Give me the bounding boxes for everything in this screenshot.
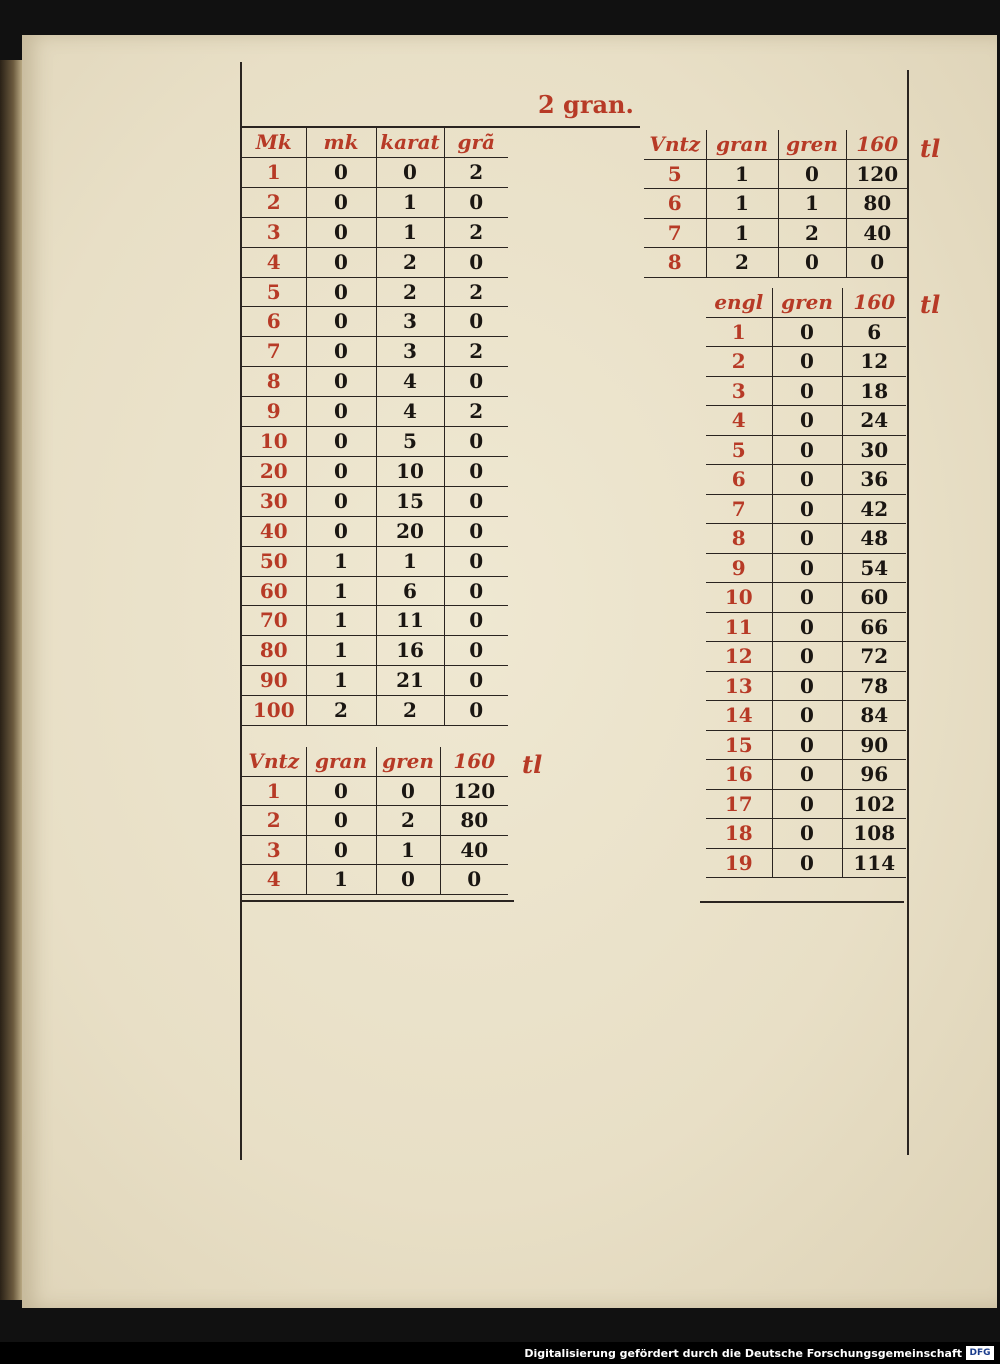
table-row bbox=[242, 835, 508, 865]
table-cell: 40 bbox=[846, 218, 908, 248]
table-cell: 0 bbox=[772, 435, 842, 465]
column-header: gran bbox=[306, 747, 376, 776]
table-cell: 2 bbox=[242, 806, 306, 836]
column-header: karat bbox=[376, 128, 444, 157]
table-row bbox=[242, 307, 508, 337]
table-cell: 0 bbox=[772, 406, 842, 436]
table-cell: 10 bbox=[376, 456, 444, 486]
table-cell: 0 bbox=[444, 546, 508, 576]
table-cell: 1 bbox=[306, 636, 376, 666]
table-cell: 42 bbox=[842, 494, 906, 524]
table-row bbox=[242, 776, 508, 806]
column-header: gran bbox=[706, 130, 778, 159]
table-cell: 60 bbox=[842, 583, 906, 613]
table-cell: 11 bbox=[706, 612, 772, 642]
table-cell: 50 bbox=[242, 546, 306, 576]
table-cell: 18 bbox=[842, 376, 906, 406]
table-cell: 0 bbox=[306, 307, 376, 337]
table-cell: 0 bbox=[376, 157, 444, 187]
vntz-left-suffix: tl bbox=[522, 750, 543, 779]
table-cell: 2 bbox=[306, 696, 376, 726]
table-cell: 1 bbox=[306, 606, 376, 636]
table-cell: 6 bbox=[242, 307, 306, 337]
table-cell: 1 bbox=[376, 835, 440, 865]
table-cell: 2 bbox=[778, 218, 846, 248]
table-cell: 2 bbox=[444, 277, 508, 307]
table-cell: 1 bbox=[376, 217, 444, 247]
table-cell: 0 bbox=[772, 819, 842, 849]
table-cell: 7 bbox=[706, 494, 772, 524]
table-cell: 24 bbox=[842, 406, 906, 436]
table-cell: 0 bbox=[444, 576, 508, 606]
table-row bbox=[242, 546, 508, 576]
table-row bbox=[242, 397, 508, 427]
table-cell: 9 bbox=[706, 553, 772, 583]
table-cell: 6 bbox=[376, 576, 444, 606]
table-row bbox=[644, 189, 908, 219]
table-cell: 2 bbox=[376, 696, 444, 726]
table-cell: 20 bbox=[376, 516, 444, 546]
table-cell: 0 bbox=[846, 248, 908, 278]
table-cell: 0 bbox=[306, 486, 376, 516]
table-cell: 1 bbox=[706, 159, 778, 189]
table-cell: 6 bbox=[644, 189, 706, 219]
table-cell: 90 bbox=[242, 666, 306, 696]
table-cell: 48 bbox=[842, 524, 906, 554]
column-header: mk bbox=[306, 128, 376, 157]
table-cell: 0 bbox=[772, 494, 842, 524]
table-cell: 2 bbox=[444, 337, 508, 367]
table-cell: 0 bbox=[772, 524, 842, 554]
table-row bbox=[242, 247, 508, 277]
table-row bbox=[706, 789, 906, 819]
table-cell: 36 bbox=[842, 465, 906, 495]
table-cell: 2 bbox=[242, 187, 306, 217]
table-cell: 2 bbox=[444, 157, 508, 187]
table-cell: 19 bbox=[706, 848, 772, 878]
table-cell: 0 bbox=[772, 583, 842, 613]
table-cell: 1 bbox=[376, 546, 444, 576]
table-cell: 40 bbox=[242, 516, 306, 546]
table-cell: 0 bbox=[444, 606, 508, 636]
engl-suffix: tl bbox=[920, 290, 941, 319]
footer-text: Digitalisierung gefördert durch die Deutsche Forschungsgemeinschaft bbox=[524, 1347, 962, 1360]
table-cell: 1 bbox=[306, 576, 376, 606]
table-cell: 0 bbox=[306, 157, 376, 187]
table-cell: 80 bbox=[242, 636, 306, 666]
table-row bbox=[706, 701, 906, 731]
table-cell: 12 bbox=[706, 642, 772, 672]
table-cell: 0 bbox=[444, 427, 508, 457]
table-cell: 0 bbox=[444, 307, 508, 337]
table-row bbox=[706, 524, 906, 554]
table-row bbox=[706, 819, 906, 849]
table-cell: 5 bbox=[242, 277, 306, 307]
table-cell: 2 bbox=[444, 397, 508, 427]
table-cell: 1 bbox=[706, 218, 778, 248]
table-row bbox=[706, 317, 906, 347]
table-cell: 30 bbox=[842, 435, 906, 465]
table-cell: 0 bbox=[444, 187, 508, 217]
table-cell: 4 bbox=[242, 865, 306, 895]
table-cell: 2 bbox=[376, 247, 444, 277]
table-cell: 70 bbox=[242, 606, 306, 636]
table-cell: 15 bbox=[706, 730, 772, 760]
table-row bbox=[242, 367, 508, 397]
column-header: Vntz bbox=[242, 747, 306, 776]
table-cell: 0 bbox=[772, 760, 842, 790]
table-cell: 0 bbox=[444, 486, 508, 516]
table-cell: 3 bbox=[242, 835, 306, 865]
engl-table bbox=[706, 288, 906, 878]
table-cell: 0 bbox=[306, 337, 376, 367]
vntz-table-right bbox=[644, 130, 908, 278]
table-cell: 5 bbox=[376, 427, 444, 457]
table-cell: 15 bbox=[376, 486, 444, 516]
table-cell: 102 bbox=[842, 789, 906, 819]
table-cell: 5 bbox=[644, 159, 706, 189]
table-cell: 96 bbox=[842, 760, 906, 790]
table-cell: 0 bbox=[772, 671, 842, 701]
table-cell: 120 bbox=[846, 159, 908, 189]
table-row bbox=[706, 406, 906, 436]
table-cell: 8 bbox=[706, 524, 772, 554]
engl-bottom-rule bbox=[700, 901, 904, 903]
column-header: gren bbox=[376, 747, 440, 776]
table-cell: 80 bbox=[440, 806, 508, 836]
table-cell: 2 bbox=[444, 217, 508, 247]
table-cell: 0 bbox=[306, 397, 376, 427]
table-cell: 40 bbox=[440, 835, 508, 865]
table-row bbox=[242, 865, 508, 895]
vntz-table-left bbox=[242, 747, 508, 895]
table-cell: 54 bbox=[842, 553, 906, 583]
dfg-logo: DFG bbox=[966, 1346, 994, 1360]
table-cell: 1 bbox=[242, 157, 306, 187]
table-cell: 100 bbox=[242, 696, 306, 726]
vntz-left-bottom-rule bbox=[242, 900, 514, 902]
table-cell: 0 bbox=[444, 636, 508, 666]
table-cell: 3 bbox=[242, 217, 306, 247]
table-row bbox=[242, 337, 508, 367]
table-cell: 0 bbox=[772, 848, 842, 878]
table-cell: 3 bbox=[706, 376, 772, 406]
table-row bbox=[706, 730, 906, 760]
table-cell: 4 bbox=[376, 367, 444, 397]
table-cell: 1 bbox=[778, 189, 846, 219]
table-row bbox=[242, 217, 508, 247]
column-header: gren bbox=[772, 288, 842, 317]
table-cell: 14 bbox=[706, 701, 772, 731]
mark-conversion-table bbox=[242, 128, 508, 726]
table-cell: 78 bbox=[842, 671, 906, 701]
table-row bbox=[706, 642, 906, 672]
table-row bbox=[242, 606, 508, 636]
table-row bbox=[644, 248, 908, 278]
table-row bbox=[706, 376, 906, 406]
table-cell: 6 bbox=[842, 317, 906, 347]
table-cell: 16 bbox=[706, 760, 772, 790]
table-cell: 1 bbox=[706, 189, 778, 219]
digitization-footer bbox=[0, 1342, 1000, 1364]
page-heading: 2 gran. bbox=[538, 90, 634, 119]
table-cell: 0 bbox=[306, 516, 376, 546]
table-cell: 0 bbox=[306, 427, 376, 457]
table-cell: 8 bbox=[242, 367, 306, 397]
table-cell: 7 bbox=[242, 337, 306, 367]
table-row bbox=[242, 666, 508, 696]
table-cell: 0 bbox=[772, 730, 842, 760]
table-cell: 0 bbox=[306, 806, 376, 836]
table-row bbox=[706, 612, 906, 642]
table-cell: 0 bbox=[444, 247, 508, 277]
table-cell: 0 bbox=[444, 666, 508, 696]
table-row bbox=[242, 277, 508, 307]
table-cell: 120 bbox=[440, 776, 508, 806]
table-cell: 0 bbox=[444, 456, 508, 486]
table-header-row bbox=[242, 747, 508, 776]
table-cell: 13 bbox=[706, 671, 772, 701]
table-cell: 66 bbox=[842, 612, 906, 642]
table-cell: 114 bbox=[842, 848, 906, 878]
table-cell: 18 bbox=[706, 819, 772, 849]
table-cell: 11 bbox=[376, 606, 444, 636]
table-row bbox=[706, 760, 906, 790]
column-header: 160 bbox=[842, 288, 906, 317]
table-cell: 0 bbox=[440, 865, 508, 895]
table-cell: 108 bbox=[842, 819, 906, 849]
table-row bbox=[242, 636, 508, 666]
table-cell: 10 bbox=[242, 427, 306, 457]
table-cell: 21 bbox=[376, 666, 444, 696]
table-cell: 12 bbox=[842, 347, 906, 377]
table-cell: 0 bbox=[444, 516, 508, 546]
table-row bbox=[706, 494, 906, 524]
table-row bbox=[242, 157, 508, 187]
table-cell: 0 bbox=[376, 776, 440, 806]
table-cell: 2 bbox=[376, 806, 440, 836]
table-cell: 5 bbox=[706, 435, 772, 465]
table-cell: 4 bbox=[242, 247, 306, 277]
table-cell: 0 bbox=[376, 865, 440, 895]
table-row bbox=[242, 806, 508, 836]
table-row bbox=[242, 456, 508, 486]
table-cell: 0 bbox=[772, 612, 842, 642]
table-cell: 0 bbox=[306, 835, 376, 865]
book-edge bbox=[0, 60, 22, 1300]
column-header: gren bbox=[778, 130, 846, 159]
table-cell: 3 bbox=[376, 337, 444, 367]
table-cell: 1 bbox=[242, 776, 306, 806]
table-cell: 7 bbox=[644, 218, 706, 248]
table-cell: 0 bbox=[306, 187, 376, 217]
table-row bbox=[644, 218, 908, 248]
table-row bbox=[706, 553, 906, 583]
table-cell: 1 bbox=[706, 317, 772, 347]
table-row bbox=[242, 576, 508, 606]
table-cell: 30 bbox=[242, 486, 306, 516]
table-cell: 0 bbox=[306, 217, 376, 247]
table-cell: 0 bbox=[306, 367, 376, 397]
table-header-row bbox=[242, 128, 508, 157]
table-cell: 0 bbox=[306, 456, 376, 486]
table-cell: 2 bbox=[376, 277, 444, 307]
table-cell: 0 bbox=[772, 701, 842, 731]
column-header: engl bbox=[706, 288, 772, 317]
table-cell: 90 bbox=[842, 730, 906, 760]
table-row bbox=[706, 347, 906, 377]
table-row bbox=[706, 583, 906, 613]
table-cell: 84 bbox=[842, 701, 906, 731]
table-cell: 0 bbox=[306, 247, 376, 277]
table-cell: 1 bbox=[376, 187, 444, 217]
table-cell: 0 bbox=[778, 248, 846, 278]
column-header: Vntz bbox=[644, 130, 706, 159]
table-cell: 60 bbox=[242, 576, 306, 606]
table-cell: 4 bbox=[376, 397, 444, 427]
table-cell: 0 bbox=[444, 696, 508, 726]
table-cell: 0 bbox=[306, 776, 376, 806]
table-row bbox=[706, 435, 906, 465]
table-cell: 2 bbox=[706, 248, 778, 278]
table-cell: 16 bbox=[376, 636, 444, 666]
table-row bbox=[242, 486, 508, 516]
table-cell: 3 bbox=[376, 307, 444, 337]
table-cell: 10 bbox=[706, 583, 772, 613]
table-cell: 20 bbox=[242, 456, 306, 486]
table-cell: 2 bbox=[706, 347, 772, 377]
table-cell: 0 bbox=[444, 367, 508, 397]
vntz-right-suffix: tl bbox=[920, 134, 941, 163]
table-cell: 72 bbox=[842, 642, 906, 672]
column-header: grã bbox=[444, 128, 508, 157]
table-cell: 8 bbox=[644, 248, 706, 278]
table-cell: 1 bbox=[306, 666, 376, 696]
table-cell: 0 bbox=[772, 553, 842, 583]
table-cell: 0 bbox=[772, 347, 842, 377]
table-cell: 0 bbox=[772, 465, 842, 495]
table-row bbox=[706, 848, 906, 878]
table-row bbox=[242, 427, 508, 457]
table-row bbox=[242, 187, 508, 217]
table-row bbox=[706, 465, 906, 495]
table-row bbox=[242, 696, 508, 726]
table-cell: 0 bbox=[306, 277, 376, 307]
column-header: Mk bbox=[242, 128, 306, 157]
table-cell: 4 bbox=[706, 406, 772, 436]
table-cell: 17 bbox=[706, 789, 772, 819]
table-row bbox=[706, 671, 906, 701]
table-cell: 0 bbox=[772, 642, 842, 672]
column-header: 160 bbox=[440, 747, 508, 776]
table-cell: 80 bbox=[846, 189, 908, 219]
table-cell: 6 bbox=[706, 465, 772, 495]
table-cell: 1 bbox=[306, 546, 376, 576]
table-cell: 0 bbox=[772, 376, 842, 406]
table-cell: 0 bbox=[772, 789, 842, 819]
table-row bbox=[644, 159, 908, 189]
table-cell: 0 bbox=[778, 159, 846, 189]
table-header-row bbox=[706, 288, 906, 317]
table-cell: 1 bbox=[306, 865, 376, 895]
table-header-row bbox=[644, 130, 908, 159]
column-header: 160 bbox=[846, 130, 908, 159]
table-cell: 9 bbox=[242, 397, 306, 427]
table-row bbox=[242, 516, 508, 546]
table-cell: 0 bbox=[772, 317, 842, 347]
